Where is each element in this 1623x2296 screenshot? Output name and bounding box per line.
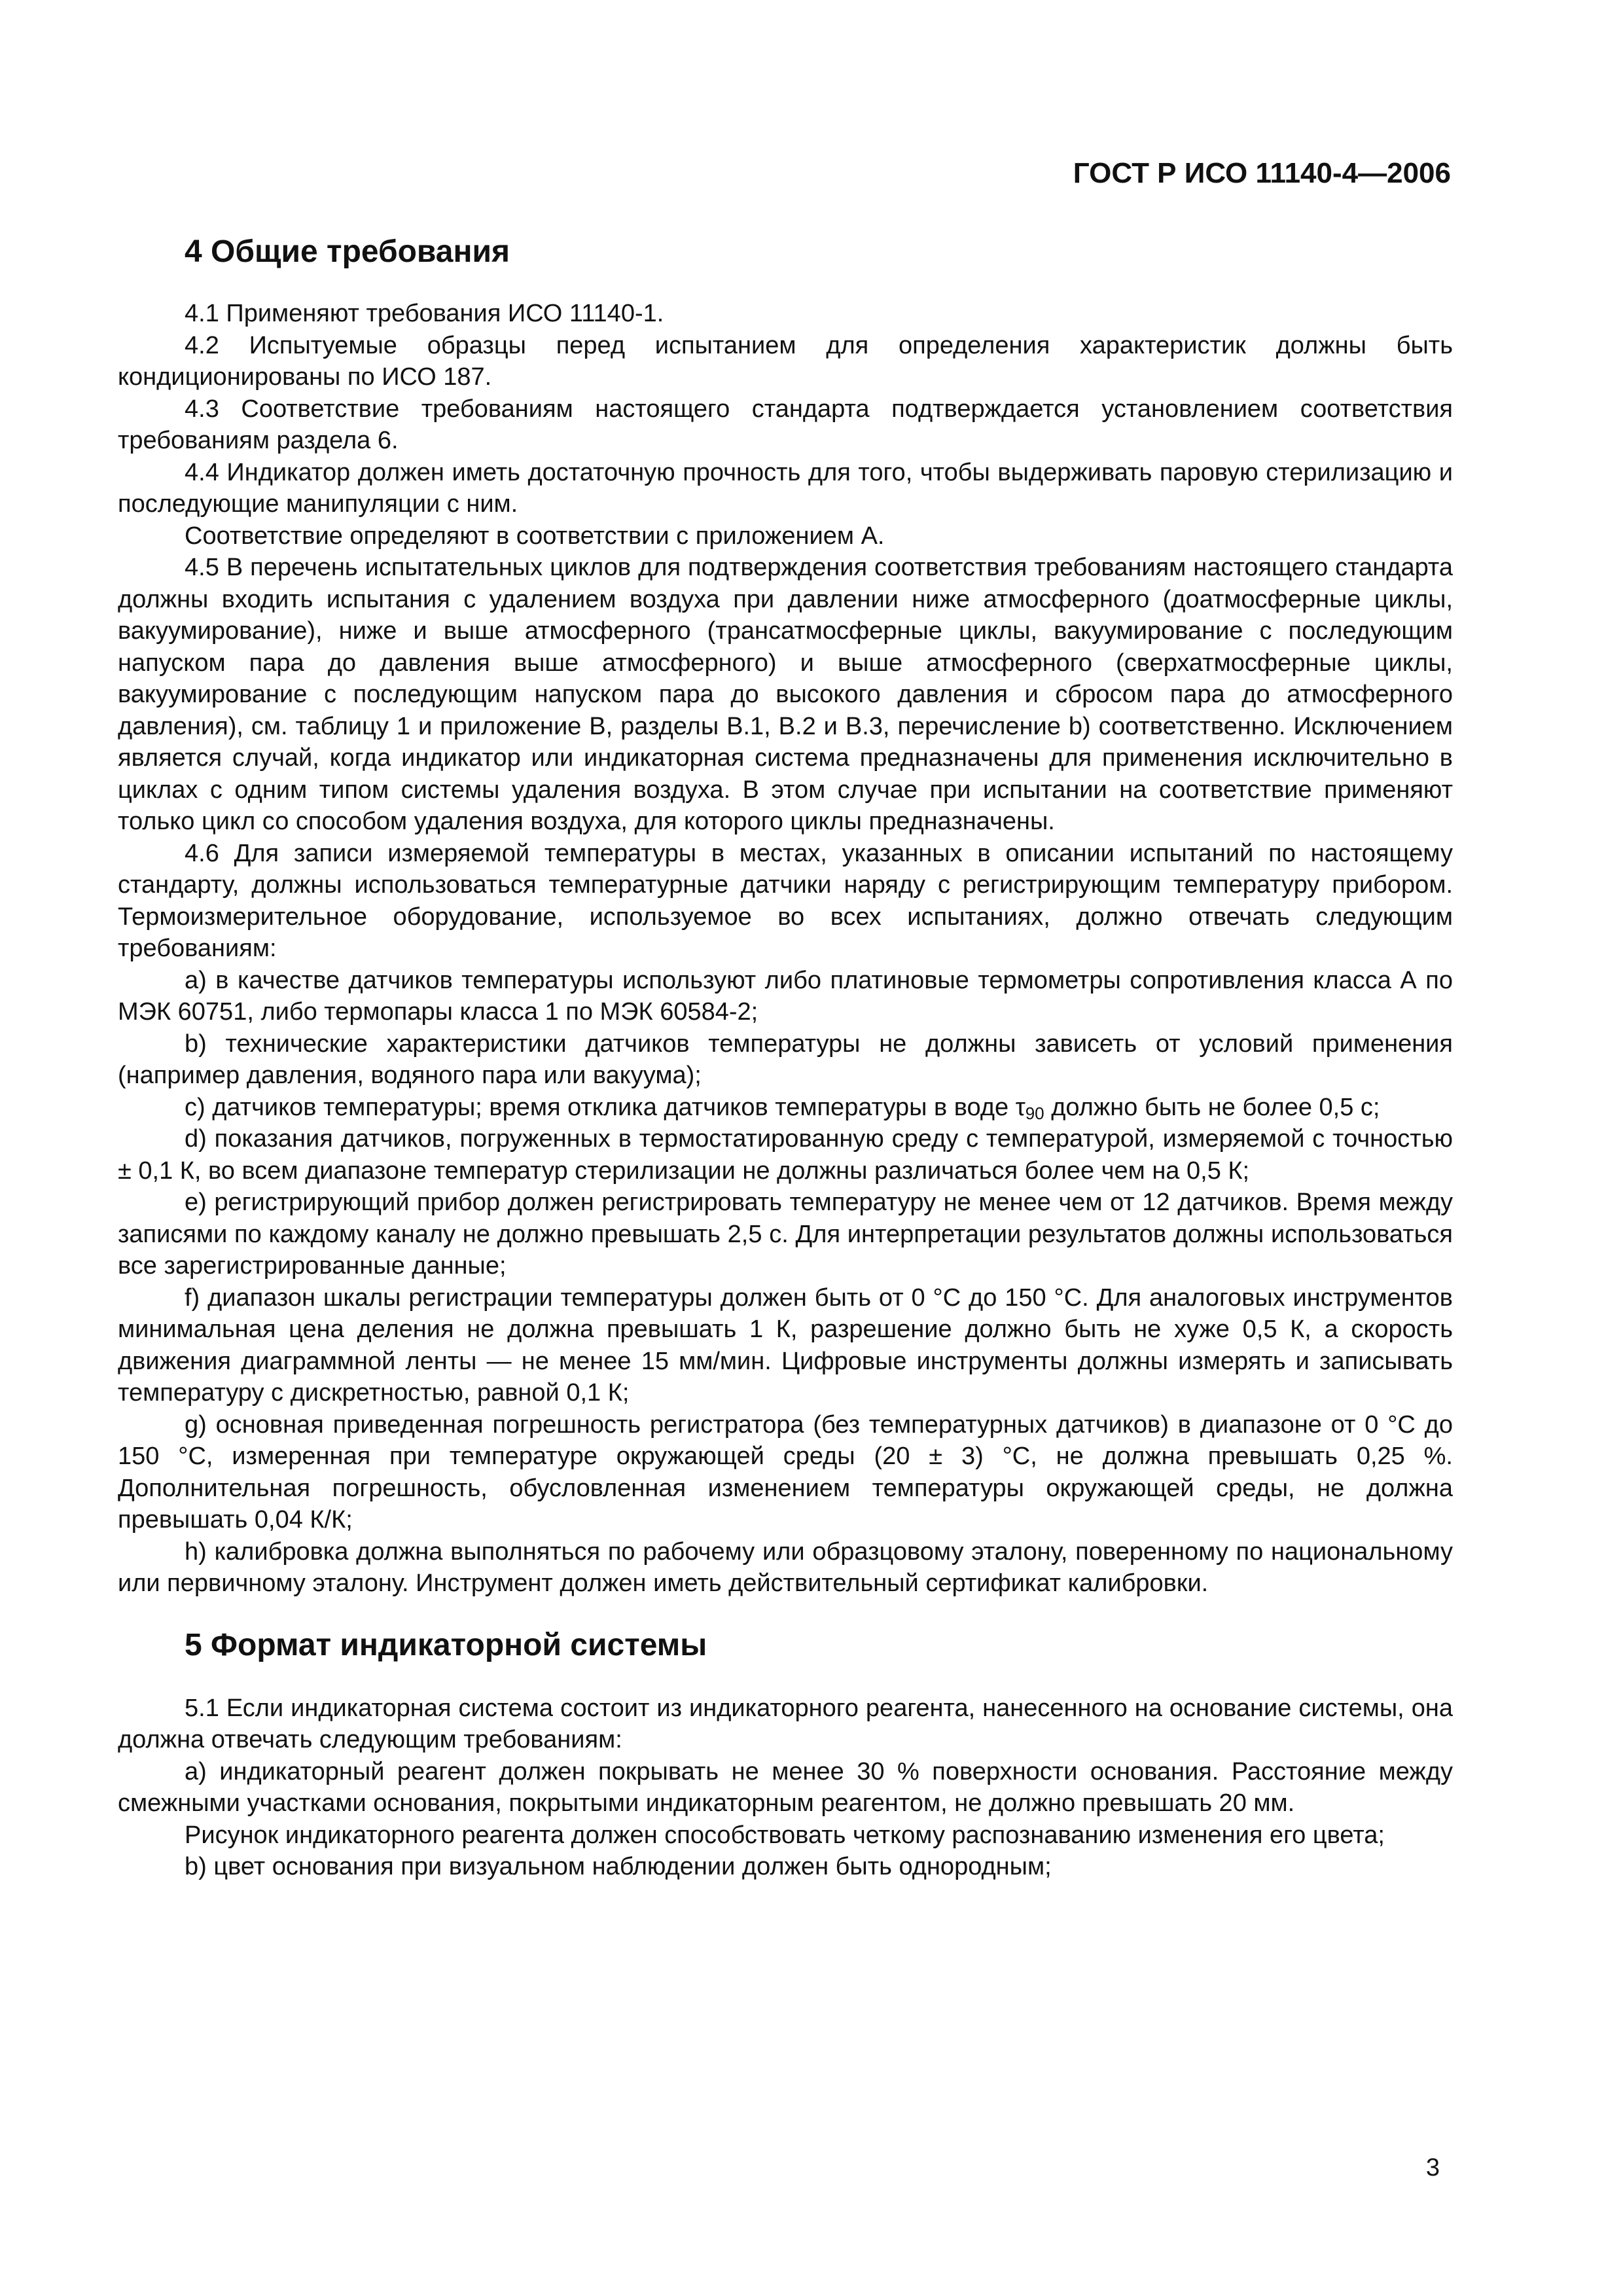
page-number: 3	[1425, 2154, 1440, 2181]
paragraph-4-1: 4.1 Применяют требования ИСО 11140-1.	[185, 300, 664, 327]
tau-subscript: 90	[1025, 1103, 1044, 1123]
list-item-d: d) показания датчиков, погруженных в термостатированную среду с температурой, измеряемой с точностью ± 0,1 К, во всем диапазоне температур стерилизации не должны различаться более чем на 0,5 К;	[118, 1125, 1453, 1185]
list-item-a: а) в качестве датчиков температуры используют либо платиновые термометры сопротивления класса А по МЭК 60751, либо термопары класса 1 по МЭК 60584-2;	[118, 966, 1453, 1026]
list-item-5-b: b) цвет основания при визуальном наблюдении должен быть однородным;	[185, 1853, 1052, 1880]
list-item-c	[118, 1092, 1453, 1124]
list-item-g: g) основная приведенная погрешность регистратора (без температурных датчиков) в диапазоне от 0 °С до 150 °С, измеренная при температуре окружающей среды (20 ± 3) °С, не должна превышать 0,25 %. Дополнительная погрешность, обусловленная изменением температуры окружающей среды, не должна превышать 0,04 К/К;	[118, 1410, 1453, 1534]
list-item-b: b) технические характеристики датчиков температуры не должны зависеть от условий применения (например давления, водяного пара или вакуума);	[118, 1030, 1453, 1089]
list-item-c-text: c) датчиков температуры; время отклика датчиков температуры в воде τ	[185, 1093, 1026, 1121]
paragraph-5-1: 5.1 Если индикаторная система состоит из индикаторного реагента, нанесенного на основание системы, она должна отвечать следующим требованиям:	[118, 1694, 1453, 1753]
paragraph-4-3: 4.3 Соответствие требованиям настоящего стандарта подтверждается установлением соответствия требованиям раздела 6.	[118, 395, 1453, 454]
document-body	[118, 223, 1453, 1883]
paragraph-4-4-compliance: Соответствие определяют в соответствии с приложением А.	[185, 522, 885, 550]
list-item-f: f) диапазон шкалы регистрации температуры должен быть от 0 °С до 150 °С. Для аналоговых инструментов минимальная цена деления не должна превышать 1 К, разрешение должно быть не хуже 0,5 К, а скорость движения диаграммной ленты — не менее 15 мм/мин. Цифровые инструменты должны измерять и записывать температуру с дискретностью, равной 0,1 К;	[118, 1283, 1453, 1407]
section-5-title: 5 Формат индикаторной системы	[185, 1627, 707, 1662]
document-id-header: ГОСТ Р ИСО 11140-4—2006	[1073, 157, 1451, 189]
section-4-title: 4 Общие требования	[185, 234, 510, 269]
paragraph-4-4: 4.4 Индикатор должен иметь достаточную прочность для того, чтобы выдерживать паровую стерилизацию и последующие манипуляции с ним.	[118, 458, 1453, 518]
paragraph-4-5: 4.5 В перечень испытательных циклов для подтверждения соответствия требованиям настоящего стандарта должны входить испытания с удалением воздуха при давлении ниже атмосферного (доатмосферные циклы, вакуумирование), ниже и выше атмосферного (трансатмосферные циклы, вакуумирование с последующим напуском пара до давления выше атмосферного) и выше атмосферного (сверхатмосферные циклы, вакуумирование с последующим напуском пара до высокого давления и сбросом пара до атмосферного давления), см. таблицу 1 и приложение В, разделы В.1, В.2 и В.3, перечисление b) соответственно. Исключением является случай, когда индикатор или индикаторная система предназначены для применения исключительно в циклах с одним типом системы удаления воздуха. В этом случае при испытании на соответствие применяют только цикл со способом удаления воздуха, для которого циклы предназначены.	[118, 554, 1453, 835]
list-item-e: е) регистрирующий прибор должен регистрировать температуру не менее чем от 12 датчиков. Время между записями по каждому каналу не должно превышать 2,5 с. Для интерпретации результатов должны использоваться все зарегистрированные данные;	[118, 1189, 1453, 1280]
paragraph-4-6: 4.6 Для записи измеряемой температуры в местах, указанных в описании испытаний по настоящему стандарту, должны использоваться температурные датчики наряду с регистрирующим температуру прибором. Термоизмерительное оборудование, используемое во всех испытаниях, должно отвечать следующим требованиям:	[118, 839, 1453, 962]
paragraph-5-pattern: Рисунок индикаторного реагента должен способствовать четкому распознаванию изменения его цвета;	[185, 1821, 1385, 1849]
list-item-5-a: а) индикаторный реагент должен покрывать не менее 30 % поверхности основания. Расстояние между смежными участками основания, покрытыми индикаторным реагентом, не должно превышать 20 мм.	[118, 1757, 1453, 1817]
list-item-h: h) калибровка должна выполняться по рабочему или образцовому эталону, поверенному по национальному или первичному эталону. Инструмент должен иметь действительный сертификат калибровки.	[118, 1537, 1453, 1597]
paragraph-4-2: 4.2 Испытуемые образцы перед испытанием для определения характеристик должны быть кондиционированы по ИСО 187.	[118, 331, 1453, 391]
list-item-c-tail: должно быть не более 0,5 с;	[1044, 1093, 1380, 1121]
